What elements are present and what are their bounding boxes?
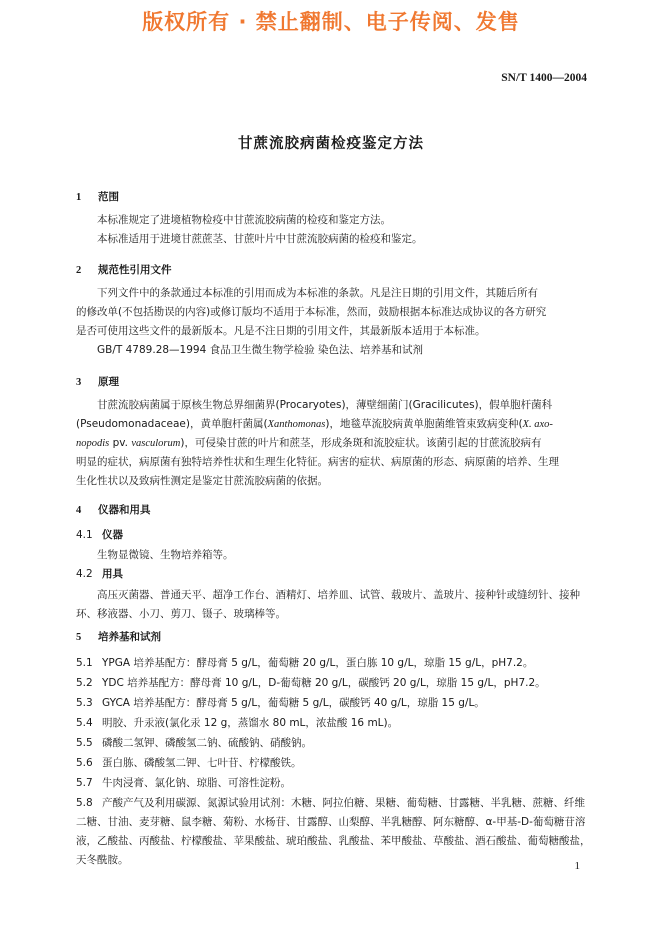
- section-title: 仪器和用具: [98, 504, 151, 516]
- item-text: 磷酸二氢钾、磷酸氢二钠、硫酸钠、硝酸钠。: [102, 737, 312, 749]
- paragraph-line: [76, 415, 559, 434]
- species-name: nopodis: [76, 438, 110, 449]
- text-span: )，可侵染甘蔗的叶片和蔗茎，形成条斑和流胶症状。该菌引起的甘蔗流胶病有: [180, 437, 542, 449]
- section-title: 范围: [98, 191, 119, 203]
- item-text: 牛肉浸膏、氯化钠、琼脂、可溶性淀粉。: [102, 777, 291, 789]
- section-number: 4: [76, 505, 82, 516]
- list-item: [76, 694, 485, 713]
- item-number: 5.3: [76, 697, 93, 709]
- item-number: 5.5: [76, 737, 93, 749]
- section-1-heading: [76, 189, 119, 204]
- subsection-4-2-body: [76, 586, 580, 624]
- item-text: 产酸产气及利用碳源、氮源试验用试剂：木糖、阿拉伯糖、果糖、葡萄糖、甘露糖、半乳糖、蔗糖、纤维: [102, 797, 585, 809]
- subsection-title: 用具: [102, 568, 123, 580]
- list-item: [76, 794, 591, 870]
- section-number: 3: [76, 377, 82, 388]
- section-number: 2: [76, 265, 82, 276]
- document-title: 甘蔗流胶病菌检疫鉴定方法: [238, 136, 424, 152]
- standard-number: SN/T 1400—2004: [501, 72, 587, 84]
- section-number: 1: [76, 192, 82, 203]
- item-number: 5.2: [76, 677, 93, 689]
- item-text: 液，乙酸盐、丙酸盐、柠檬酸盐、苹果酸盐、琥珀酸盐、乳酸盐、苯甲酸盐、草酸盐、酒石酸盐、葡萄糖酸盐，: [76, 835, 591, 847]
- genus-name: Xanthomonas: [267, 419, 326, 430]
- section-title: 规范性引用文件: [98, 264, 172, 276]
- list-item: [76, 714, 398, 733]
- section-2-heading: [76, 262, 172, 277]
- species-name: X. axo-: [522, 419, 553, 430]
- section-4-heading: [76, 502, 151, 517]
- subsection-title: 仪器: [102, 529, 123, 541]
- section-title: 原理: [98, 376, 119, 388]
- text-span: (Pseudomonadaceae)，黄单胞杆菌属(: [76, 418, 268, 430]
- list-item: [76, 774, 291, 793]
- subsection-4-2-heading: [76, 566, 123, 581]
- list-item: [76, 754, 302, 773]
- subsection-4-1-body: 生物显微镜、生物培养箱等。: [97, 549, 234, 561]
- paragraph-line: 生化性状以及致病性测定是鉴定甘蔗流胶病菌的依据。: [76, 475, 328, 487]
- paragraph-line: 明显的症状，病原菌有独特培养性状和生理生化特征。病害的症状、病原菌的形态、病原菌的培养、生理: [76, 456, 559, 468]
- item-number: 5.7: [76, 777, 93, 789]
- pathovar-name: vasculorum: [131, 438, 181, 449]
- paragraph-line: 高压灭菌器、普通天平、超净工作台、酒精灯、培养皿、试管、载玻片、盖玻片、接种针或缝纫针、接种: [97, 589, 580, 601]
- paragraph-line: 甘蔗流胶病菌属于原核生物总界细菌界(Procaryotes)，薄壁细菌门(Gracilicutes)，假单胞杆菌科: [97, 399, 553, 411]
- paragraph-line: 的修改单(不包括勘误的内容)或修订版均不适用于本标准，然而，鼓励根据本标准达成协议的各方研究: [76, 306, 547, 318]
- section-1-body: [97, 211, 423, 249]
- item-text: 二糖、甘油、麦芽糖、鼠李糖、菊粉、水杨苷、甘露醇、山梨醇、半乳糖醇、阿东糖醇、α-甲基-D-葡萄糖苷溶: [76, 816, 586, 828]
- subsection-4-1-heading: [76, 527, 123, 542]
- paragraph-line: 环、移液器、小刀、剪刀、镊子、玻璃棒等。: [76, 608, 286, 620]
- item-text: YPGA 培养基配方：酵母膏 5 g/L，葡萄糖 20 g/L，蛋白胨 10 g/L，琼脂 15 g/L，pH7.2。: [102, 657, 534, 669]
- section-3-body: [76, 396, 559, 491]
- paragraph-line: 是否可使用这些文件的最新版本。凡是不注日期的引用文件，其最新版本适用于本标准。: [76, 325, 486, 337]
- item-number: 5.6: [76, 757, 93, 769]
- item-text: 蛋白胨、磷酸氢二钾、七叶苷、柠檬酸铁。: [102, 757, 302, 769]
- page-number: 1: [574, 860, 580, 872]
- paragraph-line: [76, 434, 559, 453]
- subsection-number: 4.2: [76, 568, 93, 580]
- normative-reference: GB/T 4789.28—1994 食品卫生微生物学检验 染色法、培养基和试剂: [97, 344, 423, 356]
- subsection-number: 4.1: [76, 529, 93, 541]
- section-title: 培养基和试剂: [98, 631, 161, 643]
- item-text: YDC 培养基配方：酵母膏 10 g/L，D-葡萄糖 20 g/L，碳酸钙 20 g/L，琼脂 15 g/L，pH7.2。: [102, 677, 546, 689]
- paragraph-line: 本标准适用于进境甘蔗蔗茎、甘蔗叶片中甘蔗流胶病菌的检疫和鉴定。: [97, 233, 423, 245]
- section-5-heading: [76, 629, 161, 644]
- section-2-body: [76, 284, 546, 360]
- watermark-banner: 版权所有 · 禁止翻制、电子传阅、发售: [142, 10, 520, 34]
- item-text: 天冬酰胺。: [76, 854, 129, 866]
- item-number: 5.1: [76, 657, 93, 669]
- text-span: pv.: [109, 437, 132, 449]
- list-item: [76, 734, 312, 753]
- section-number: 5: [76, 632, 82, 643]
- text-span: )，地毯草流胶病黄单胞菌维管束致病变种(: [325, 418, 523, 430]
- section-3-heading: [76, 374, 119, 389]
- paragraph-line: 下列文件中的条款通过本标准的引用而成为本标准的条款。凡是注日期的引用文件，其随后所有: [97, 287, 538, 299]
- item-text: 明胶、升汞液(氯化汞 12 g，蒸馏水 80 mL，浓盐酸 16 mL)。: [102, 717, 399, 729]
- list-item: [76, 654, 533, 673]
- item-text: GYCA 培养基配方：酵母膏 5 g/L，葡萄糖 5 g/L，碳酸钙 40 g/L，琼脂 15 g/L。: [102, 697, 485, 709]
- item-number: 5.4: [76, 717, 93, 729]
- paragraph-line: 本标准规定了进境植物检疫中甘蔗流胶病菌的检疫和鉴定方法。: [97, 214, 391, 226]
- list-item: [76, 674, 546, 693]
- item-number: 5.8: [76, 797, 93, 809]
